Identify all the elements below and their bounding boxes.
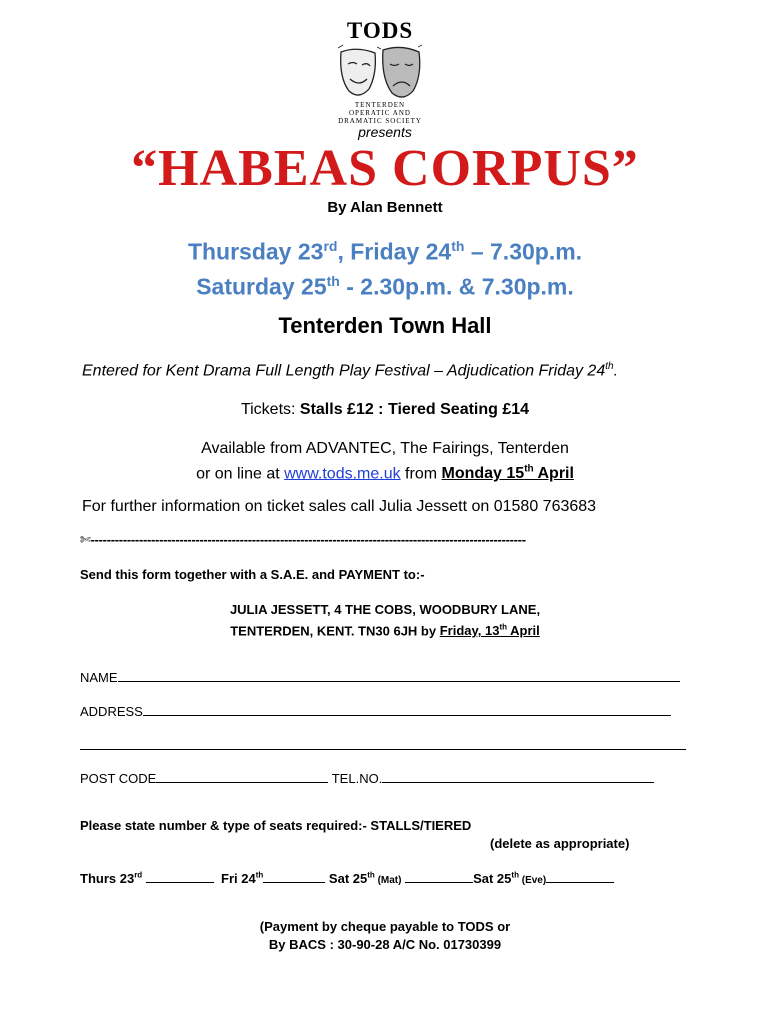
fri-input-line[interactable] [263,870,325,883]
deadline-month: April [507,623,540,639]
dashed-line: ------------------------------------------------------------------------------------------------------------ [90,532,526,547]
thurs-label: Thurs 23 [80,871,135,886]
date-thursday: Thursday 23 [187,238,324,265]
ordinal: th [605,361,614,372]
festival-end: . [613,362,619,380]
payment-line: (Payment by cheque payable to TODS or [259,919,511,934]
deadline-date: Friday, 13 [439,623,500,639]
address-field-2[interactable] [80,737,686,753]
thurs-input-line[interactable] [146,870,214,883]
sat-eve-input-line[interactable] [546,870,614,883]
sat-eve-label: Sat 25 [473,871,512,886]
logo-subtitle [330,101,430,125]
logo-subtitle-line: OPERATIC AND [349,109,411,117]
tel-input-line[interactable] [382,770,654,783]
ordinal: rd [134,870,143,880]
postcode-input-line[interactable] [156,770,328,783]
ordinal: th [511,870,519,880]
sale-month: April [533,465,574,483]
postcode-label: POST CODE [80,771,157,786]
address-input-line[interactable] [143,703,671,716]
name-field[interactable] [80,669,680,685]
availability [0,438,770,484]
sale-date: Monday 15 [441,465,525,483]
payment-details [0,918,770,954]
cut-line [80,532,526,548]
send-instruction: Send this form together with a S.A.E. and PAYMENT to:- [80,567,425,582]
ticket-prices [0,401,770,419]
seats-note: (delete as appropriate) [490,836,630,851]
date-friday: , Friday 24 [337,238,452,265]
website-link[interactable]: www.tods.me.uk [284,465,401,483]
fri-label: Fri 24 [221,871,256,886]
author: By Alan Bennett [327,199,443,216]
performance-dates [0,232,770,301]
tods-logo [330,18,430,125]
logo-title: TODS [346,18,414,43]
ordinal: th [499,623,508,632]
address-line: JULIA JESSETT, 4 THE COBS, WOODBURY LANE, [229,602,541,617]
address-town: TENTERDEN, KENT. TN30 6JH by [230,623,440,639]
address-input-line-2[interactable] [80,737,686,750]
ordinal: th [451,238,465,254]
scissors-icon: ✄ [80,532,91,547]
session-fields [80,870,614,886]
postal-address [0,601,770,640]
ordinal: rd [323,238,338,254]
sat-mat-label: Sat 25 [328,871,368,886]
ordinal: th [367,870,375,880]
online-prefix: or on line at [196,465,285,483]
logo-subtitle-line: DRAMATIC SOCIETY [338,117,422,125]
address-field[interactable] [80,703,671,719]
seats-instruction: Please state number & type of seats required:- STALLS/TIERED [80,818,472,833]
contact-info: For further information on ticket sales call Julia Jessett on 01580 763683 [82,498,597,515]
time-evening: – 7.30p.m. [464,238,583,265]
availability-line: Available from ADVANTEC, The Fairings, Tenterden [201,440,569,457]
ordinal: th [524,464,534,475]
presents-text: presents [358,124,412,140]
ordinal: th [326,272,340,289]
dates-line-1 [0,232,770,267]
matinee-tag: (Mat) [374,875,402,886]
online-middle: from [400,465,442,483]
payment-line: By BACS : 30-90-28 A/C No. 01730399 [268,937,502,952]
tel-label: TEL.NO. [331,771,383,786]
sat-mat-input-line[interactable] [405,870,473,883]
name-label: NAME [80,670,118,685]
tickets-label: Tickets: [240,401,300,418]
venue: Tenterden Town Hall [278,313,492,338]
festival-note [82,361,618,380]
tickets-prices: Stalls £12 : Tiered Seating £14 [299,401,530,418]
logo-subtitle-line: TENTERDEN [354,101,406,109]
availability-online [0,459,770,484]
date-saturday: Saturday 25 [196,273,327,300]
address-line-2 [0,619,770,640]
name-input-line[interactable] [118,669,680,682]
address-label: ADDRESS [80,704,143,719]
dates-line-2 [0,267,770,302]
ordinal: th [255,870,264,880]
festival-text: Entered for Kent Drama Full Length Play Festival – Adjudication Friday 24 [82,362,606,380]
play-title: “HABEAS CORPUS” [131,140,639,197]
evening-tag: (Eve) [518,875,547,886]
time-saturday: - 2.30p.m. & 7.30p.m. [339,273,574,300]
postcode-tel-field[interactable] [80,770,654,786]
